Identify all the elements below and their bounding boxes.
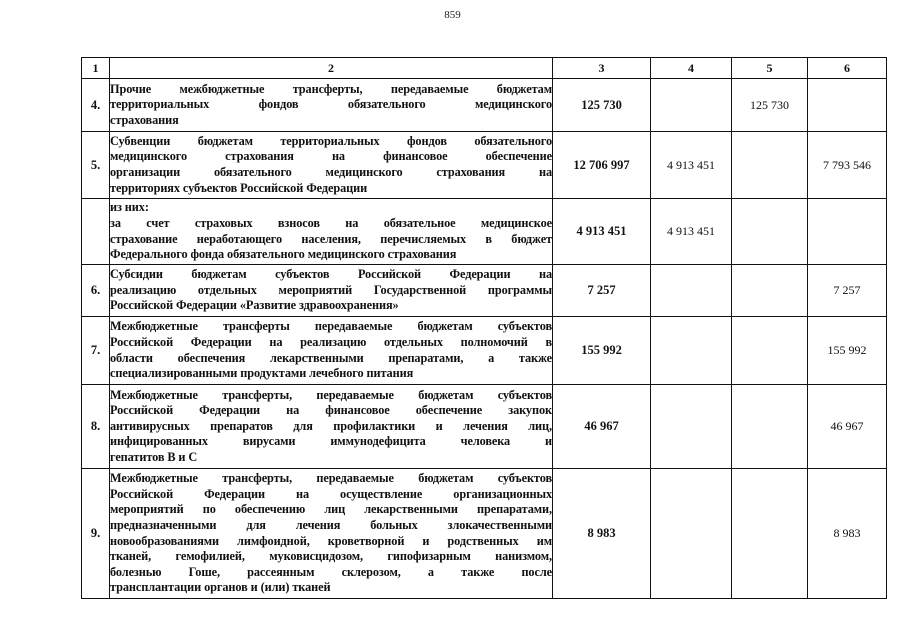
row-description bbox=[110, 199, 553, 265]
description-line: Межбюджетные трансферты, передаваемые бюджетам субъектов bbox=[110, 387, 552, 402]
description-line: Российской Федерации на финансовое обеспечение закупок bbox=[110, 403, 552, 418]
row-number: 4. bbox=[82, 79, 110, 132]
description-line: Российской Федерации на осуществление организационных bbox=[110, 486, 552, 501]
cell-col5 bbox=[732, 199, 808, 265]
cell-col5: 125 730 bbox=[732, 79, 808, 132]
cell-col6: 155 992 bbox=[808, 317, 887, 385]
cell-col4 bbox=[651, 265, 732, 317]
cell-col6: 46 967 bbox=[808, 385, 887, 469]
table-row bbox=[82, 317, 887, 385]
cell-col5 bbox=[732, 265, 808, 317]
description-line: Российской Федерации «Развитие здравоохранения» bbox=[110, 298, 399, 313]
cell-col6 bbox=[808, 79, 887, 132]
budget-table bbox=[81, 57, 887, 599]
description-line: за счет страховых взносов на обязательное медицинское bbox=[110, 215, 552, 230]
row-number: 9. bbox=[82, 469, 110, 599]
row-number bbox=[82, 199, 110, 265]
column-header: 2 bbox=[110, 58, 553, 79]
description-line: организации обязательного медицинского страхования на bbox=[110, 165, 552, 179]
row-description bbox=[110, 385, 553, 469]
cell-col4 bbox=[651, 79, 732, 132]
description-line: антивирусных препаратов для профилактики и лечения лиц, bbox=[110, 418, 552, 433]
description-line: предназначенными для лечения больных злокачественными bbox=[110, 517, 552, 532]
description-line: области обеспечения лекарственными препаратами, а также bbox=[110, 350, 552, 365]
page-number: 859 bbox=[444, 9, 461, 21]
cell-col5 bbox=[732, 385, 808, 469]
description-line: инфицированных вирусами иммунодефицита человека и bbox=[110, 434, 552, 449]
header-row bbox=[82, 58, 887, 79]
row-number: 5. bbox=[82, 132, 110, 199]
description-line: Федерального фонда обязательного медицинского страхования bbox=[110, 247, 457, 262]
cell-col4: 4 913 451 bbox=[651, 199, 732, 265]
cell-col4 bbox=[651, 469, 732, 599]
description-line: Субсидии бюджетам субъектов Российской Федерации на bbox=[110, 267, 552, 282]
table-row bbox=[82, 265, 887, 317]
row-description bbox=[110, 265, 553, 317]
column-header: 5 bbox=[732, 58, 808, 79]
cell-total: 155 992 bbox=[553, 317, 651, 385]
row-number: 6. bbox=[82, 265, 110, 317]
table-row bbox=[82, 385, 887, 469]
cell-total: 8 983 bbox=[553, 469, 651, 599]
description-line: медицинского страхования на финансовое обеспечение bbox=[110, 149, 552, 164]
description-line: гепатитов В и С bbox=[110, 449, 198, 464]
cell-col5 bbox=[732, 132, 808, 199]
table-row bbox=[82, 469, 887, 599]
description-line: территориях субъектов Российской Федерации bbox=[110, 180, 368, 195]
description-line: Межбюджетные трансферты, передаваемые бюджетам субъектов bbox=[110, 471, 552, 486]
description-line: из них: bbox=[110, 200, 149, 215]
description-line: Межбюджетные трансферты передаваемые бюджетам субъектов bbox=[110, 319, 552, 334]
description-line: специализированными продуктами лечебного питания bbox=[110, 366, 414, 381]
description-line: Прочие межбюджетные трансферты, передаваемые бюджетам bbox=[110, 81, 552, 96]
cell-total: 4 913 451 bbox=[553, 199, 651, 265]
table-row bbox=[82, 199, 887, 265]
description-line: реализацию отдельных мероприятий Государственной программы bbox=[110, 282, 552, 297]
row-description bbox=[110, 132, 553, 199]
cell-col6: 7 257 bbox=[808, 265, 887, 317]
cell-col4 bbox=[651, 317, 732, 385]
row-description bbox=[110, 469, 553, 599]
cell-col5 bbox=[732, 469, 808, 599]
cell-col6: 8 983 bbox=[808, 469, 887, 599]
description-line: тканей, гемофилией, муковисцидозом, гипофизарным нанизмом, bbox=[110, 549, 552, 564]
cell-total: 7 257 bbox=[553, 265, 651, 317]
cell-total: 125 730 bbox=[553, 79, 651, 132]
description-line: Субвенции бюджетам территориальных фондов обязательного bbox=[110, 133, 552, 148]
table-row bbox=[82, 132, 887, 199]
cell-col4: 4 913 451 bbox=[651, 132, 732, 199]
column-header: 6 bbox=[808, 58, 887, 79]
cell-total: 46 967 bbox=[553, 385, 651, 469]
cell-total: 12 706 997 bbox=[553, 132, 651, 199]
description-line: болезнью Гоше, рассеянным склерозом, а также после bbox=[110, 564, 552, 579]
description-line: новообразованиями лимфоидной, кроветворной и родственных им bbox=[110, 533, 552, 548]
description-line: страхование неработающего населения, перечисляемых в бюджет bbox=[110, 231, 552, 246]
row-description bbox=[110, 79, 553, 132]
cell-col4 bbox=[651, 385, 732, 469]
description-line: страхования bbox=[110, 112, 179, 127]
cell-col6 bbox=[808, 199, 887, 265]
row-number: 8. bbox=[82, 385, 110, 469]
cell-col5 bbox=[732, 317, 808, 385]
description-line: Российской Федерации на реализацию отдельных полномочий в bbox=[110, 334, 552, 349]
column-header: 3 bbox=[553, 58, 651, 79]
cell-col6: 7 793 546 bbox=[808, 132, 887, 199]
description-line: трансплантации органов и (или) тканей bbox=[110, 580, 331, 595]
description-line: территориальных фондов обязательного медицинского bbox=[110, 97, 552, 112]
column-header: 4 bbox=[651, 58, 732, 79]
row-description bbox=[110, 317, 553, 385]
column-header: 1 bbox=[82, 58, 110, 79]
description-line: мероприятий по обеспечению лиц лекарственными препаратами, bbox=[110, 502, 552, 517]
row-number: 7. bbox=[82, 317, 110, 385]
table-row bbox=[82, 79, 887, 132]
